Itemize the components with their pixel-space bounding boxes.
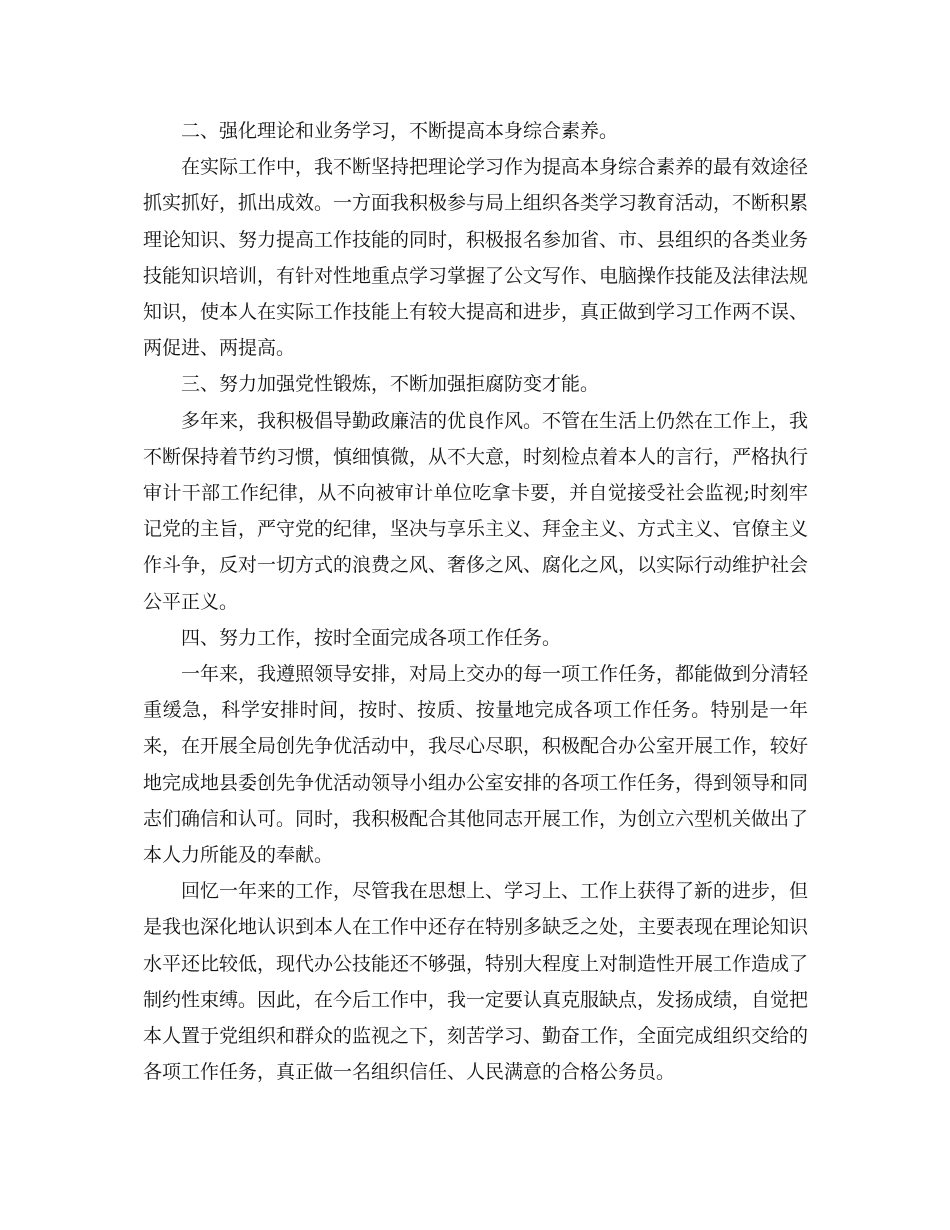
- paragraph-review-summary: 回忆一年来的工作，尽管我在思想上、学习上、工作上获得了新的进步，但是我也深化地认识到本人在工作中还存在特别多缺乏之处，主要表现在理论知识水平还比较低，现代办公技能还不够强，特别大程度上对制造性开展工作造成了制约性束缚。因此，在今后工作中，我一定要认真克服缺点，发扬成绩，自觉把本人置于党组织和群众的监视之下，刻苦学习、勤奋工作，全面完成组织交给的各项工作任务，真正做一名组织信任、人民满意的合格公务员。: [143, 880, 809, 1084]
- section-heading-party-discipline: 三、努力加强党性锻炼，不断加强拒腐防变才能。: [181, 373, 600, 396]
- paragraph-work-tasks: 一年来，我遵照领导安排，对局上交办的每一项工作任务，都能做到分清轻重缓急，科学安排时间，按时、按质、按量地完成各项工作任务。特别是一年来，在开展全局创先争优活动中，我尽心尽职，积极配合办公室开展工作，较好地完成地县委创先争优活动领导小组办公室安排的各项工作任务，得到领导和同志们确信和认可。同时，我积极配合其他同志开展工作，为创立六型机关做出了本人力所能及的奉献。: [143, 663, 809, 867]
- document-body: [143, 113, 808, 1090]
- section-heading-work-tasks: 四、努力工作，按时全面完成各项工作任务。: [181, 626, 562, 649]
- paragraph-party-discipline: 多年来，我积极倡导勤政廉洁的优良作风。不管在生活上仍然在工作上，我不断保持着节约习惯，慎细慎微，从不大意，时刻检点着本人的言行，严格执行审计干部工作纪律，从不向被审计单位吃拿卡要，并自觉接受社会监视;时刻牢记党的主旨，严守党的纪律，坚决与享乐主义、拜金主义、方式主义、官僚主义作斗争，反对一切方式的浪费之风、奢侈之风、腐化之风，以实际行动维护社会公平正义。: [143, 409, 809, 613]
- section-heading-theory-study: 二、强化理论和业务学习，不断提高本身综合素养。: [181, 120, 619, 142]
- paragraph-theory-study: 在实际工作中，我不断坚持把理论学习作为提高本身综合素养的最有效途径抓实抓好，抓出成效。一方面我积极参与局上组织各类学习教育活动，不断积累理论知识、努力提高工作技能的同时，积极报名参加省、市、县组织的各类业务技能知识培训，有针对性地重点学习掌握了公文写作、电脑操作技能及法律法规知识，使本人在实际工作技能上有较大提高和进步，真正做到学习工作两不误、两促进、两提高。: [143, 156, 809, 360]
